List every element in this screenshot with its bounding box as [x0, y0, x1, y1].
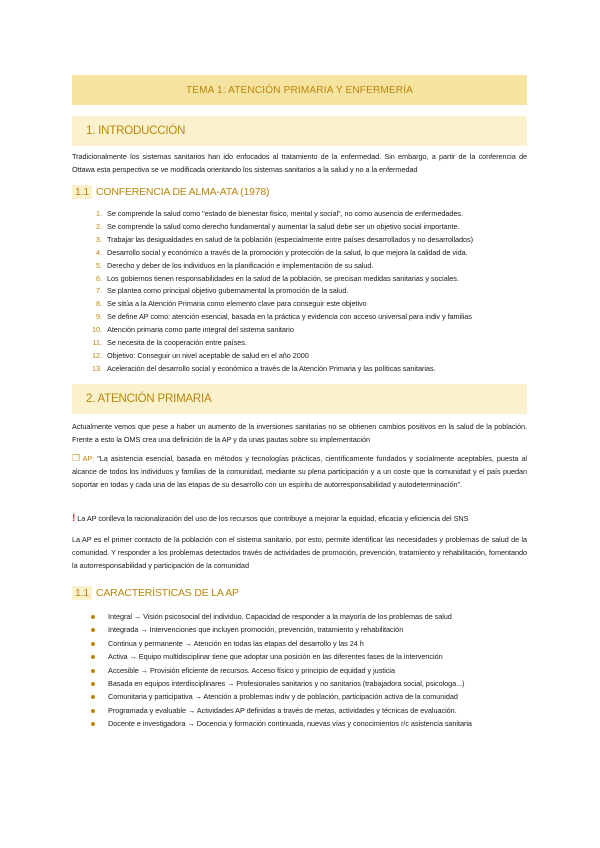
list-item-text: Derecho y deber de los individuos en la planificación e implementación de su salud. [107, 260, 374, 270]
list-item-text: Integral → Visión psicosocial del individuo. Capacidad de responder a la mayoría de los problemas de salud [108, 612, 452, 621]
list-item-text: Se sitúa a la Atención Primaria como elemento clave para conseguir este objetivo [107, 299, 367, 309]
ap-paragraph-2: La AP es el primer contacto de la población con el sistema sanitario, por esto, permite identificar las necesidades y problemas de salud de la comunidad. Y responder a los problemas detectados través de actividades de promoción, prevención, tratamiento y rehabilitación, fomentando la autorresponsabilidad y participación de la comunidad [72, 535, 527, 570]
document-title: TEMA 1: ATENCIÓN PRIMARIA Y ENFERMERÍA [185, 84, 414, 96]
list-item [72, 221, 527, 234]
list-item-number: 11. [92, 338, 102, 348]
list-item-text: Se necesita de la cooperación entre países. [107, 338, 247, 348]
list-item [72, 623, 527, 636]
list-item-text: Se comprende la salud como derecho fundamental y aumentar la salud debe ser un objetivo social importante. [107, 221, 460, 231]
list-item-text: Desarrollo social y económico a través de la promoción y protección de la salud, lo que mejora la calidad de vida. [107, 247, 468, 257]
list-item-text: Se define AP como: atención esencial, basada en la práctica y evidencia con acceso universal para indiv y familias [107, 312, 472, 322]
alma-ata-list [72, 208, 527, 376]
list-item-text: Basada en equipos interdisciplinares → Profesionales sanitarios y no sanitarios (trabajadora social, psicologa...) [108, 679, 465, 689]
list-item-text: Objetivo: Conseguir un nivel aceptable de salud en el año 2000 [107, 350, 309, 360]
intro-paragraph: Tradicionalmente los sistemas sanitarios han ido enfocados al tratamiento de la enfermedad. Sin embargo, a partir de la conferencia de Ottawa esta perspectiva se ve modificada orientando los sistemas sanitarios a la salud y no a la enfermedad [72, 152, 527, 174]
list-item [72, 350, 527, 363]
caracteristicas-list [72, 610, 527, 731]
list-item-number: 13. [92, 363, 102, 373]
ap-definition-quote [72, 452, 527, 491]
section-heading-text: 2. ATENCIÓN PRIMARIA [86, 393, 212, 405]
subsection-heading-alma-ata [72, 185, 527, 199]
quote-label: AP: [82, 454, 95, 463]
list-item [72, 208, 527, 221]
list-item [72, 260, 527, 273]
list-item [72, 234, 527, 247]
list-item-text: Atención primaria como parte integral del sistema sanitario [107, 325, 294, 335]
list-item [72, 247, 527, 260]
list-item-text: Los gobiernos tienen responsabilidades en la salud de la población, se precisan medidas sanitarias y sociales. [107, 273, 459, 283]
subsection-number: 1.1 [72, 586, 92, 600]
list-item [72, 717, 527, 730]
ap-paragraph-1: Actualmente vemos que pese a haber un aumento de la inversiones sanitarias no se obtienen cambios positivos en la salud de la población. Frente a esto la OMS crea una definición de la AP y da unas pautas sobre su implementación [72, 422, 527, 444]
list-item [72, 664, 527, 677]
list-item-text: Programada y evaluable → Actividades AP definidas a través de metas, actividades y técnicas de evaluación. [108, 705, 457, 715]
list-item-number: 10. [92, 325, 102, 335]
section-heading-atencion-primaria [72, 384, 527, 414]
list-item-number: 7. [96, 286, 102, 296]
warning-text: La AP conlleva la racionalización del uso de los recursos que contribuye a mejorar la equidad, eficacia y eficiencia del SNS [77, 514, 469, 523]
exclamation-icon: ! [72, 513, 76, 524]
list-item [72, 273, 527, 286]
bullet-icon [91, 682, 95, 686]
bullet-icon [91, 615, 95, 619]
bullet-icon [91, 628, 95, 632]
list-item [72, 677, 527, 690]
bullet-icon [91, 655, 95, 659]
bullet-icon [91, 722, 95, 726]
list-item-text: Comunitaria y participativa → Atención a problemas indiv y de población, participación activa de la comunidad [108, 692, 458, 702]
list-item-number: 5. [96, 260, 102, 270]
checkbox-icon: ❒ [72, 453, 81, 463]
list-item-text: Continua y permanente → Atención en todas las etapas del desarrollo y las 24 h [108, 638, 364, 648]
list-item-number: 4. [96, 247, 102, 257]
list-item-text: Accesible → Provisión eficiente de recursos. Acceso físico y principio de equidad y justicia [108, 665, 396, 675]
subsection-number: 1.1 [72, 185, 92, 199]
bullet-icon [91, 695, 95, 699]
list-item-text: Trabajar las desigualdades en salud de la población (especialmente entre países desarrollados y no desarrollados) [107, 234, 474, 244]
list-item [72, 337, 527, 350]
list-item [72, 298, 527, 311]
list-item-text: Aceleración del desarrollo social y económico a través de la Atención Primaria y las políticas sanitarias. [107, 363, 436, 373]
list-item-number: 1. [96, 209, 102, 218]
document-title-bar [72, 75, 527, 105]
bullet-icon [91, 709, 95, 713]
list-item-text: Activa → Equipo multidisciplinar tiene que adoptar una posición en las diferentes fases de la intervención [108, 652, 443, 662]
list-item-number: 12. [92, 350, 102, 360]
subsection-title: CARACTERÍSTICAS DE LA AP [96, 587, 239, 599]
list-item [72, 690, 527, 703]
section-heading-introduccion [72, 116, 527, 146]
list-item-number: 9. [96, 312, 102, 322]
ap-warning-note [72, 512, 527, 525]
list-item [72, 363, 527, 376]
list-item [72, 285, 527, 298]
list-item-number: 6. [96, 273, 102, 283]
list-item-text: Se comprende la salud como "estado de bienestar físico, mental y social", no como ausencia de enfermedades. [107, 209, 463, 218]
list-item [72, 324, 527, 337]
subsection-title: CONFERENCIA DE ALMA-ATA (1978) [96, 186, 270, 198]
list-item [72, 311, 527, 324]
section-heading-text: 1. INTRODUCCIÓN [86, 125, 186, 137]
list-item-text: Integrada → Intervenciones que incluyen promoción, prevención, tratamiento y rehabilitación [108, 625, 404, 635]
list-item [72, 650, 527, 663]
list-item-text: Se plantea como principal objetivo gubernamental la promoción de la salud. [107, 286, 349, 296]
quote-text: "La asistencia esencial, basada en métodos y tecnologías prácticas, científicamente fundados y socialmente aceptables, puesta al alcance de todos los individuos y familias de la comunidad, mediante su plena participación y a un coste que la comunidad y el país puedan soportar en todas y cada una de las etapas de su desarrollo con un espíritu de autorresponsabilidad y autodeterminación". [72, 454, 527, 489]
list-item-number: 3. [96, 234, 102, 244]
bullet-icon [91, 642, 95, 646]
subsection-heading-caracteristicas [72, 586, 527, 600]
list-item [72, 637, 527, 650]
list-item-number: 8. [96, 299, 102, 309]
list-item-text: Docente e investigadora → Docencia y formación continuada, nuevas vías y conocimientos r/c asistencia sanitaria [108, 719, 472, 729]
list-item [72, 610, 527, 623]
list-item-number: 2. [96, 221, 102, 231]
bullet-icon [91, 669, 95, 673]
list-item [72, 704, 527, 717]
